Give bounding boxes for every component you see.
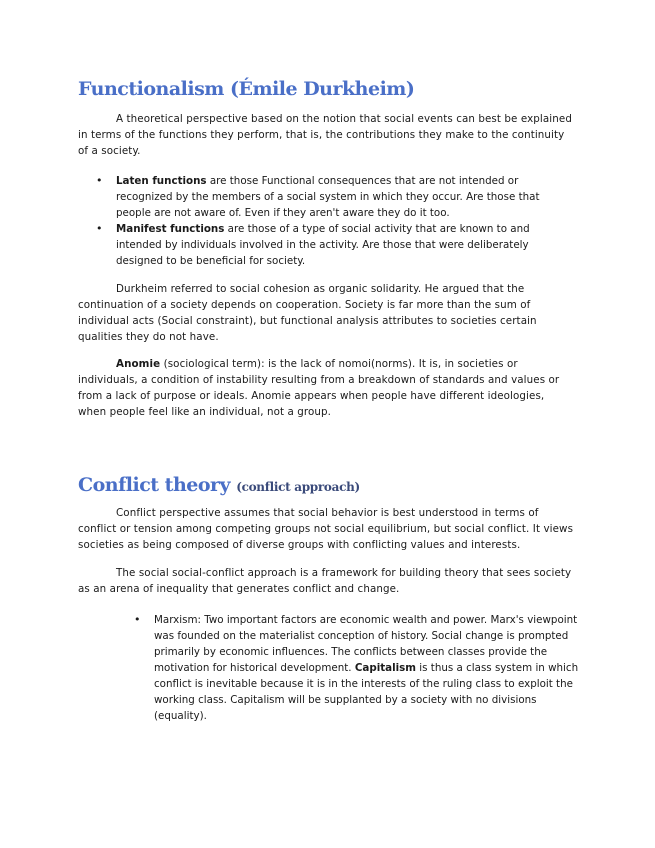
list-item-laten-functions: [116, 173, 560, 221]
functionalism-heading: Functionalism (Émile Durkheim): [78, 78, 415, 100]
marxism-list: [154, 612, 579, 724]
durkheim-paragraph: Durkheim referred to social cohesion as organic solidarity. He argued that the continuation of a society depends on cooperation. Society is far more than the sum of individual acts (Social constraint), but functional analysis attributes to societies certain qualities they do not have.: [78, 283, 537, 343]
marxism-text-2: is thus a class system in which conflict is inevitable because it is in the interests of the ruling class to exploit the working class. Capitalism will be supplanted by a society with no divisions (equality).: [154, 662, 579, 722]
functions-list: [116, 173, 560, 269]
laten-functions-text: are those Functional consequences that are not intended or recognized by the members of a social system in which they occur. Are those that people are not aware of. Even if they aren't aware they do it too.: [116, 175, 540, 219]
conflict-theory-heading: [78, 474, 360, 496]
conflict-approach-subtitle: (conflict approach): [236, 480, 360, 494]
conflict-perspective-paragraph: Conflict perspective assumes that social behavior is best understood in terms of conflict or tension among competing groups not social equilibrium, but social conflict. It views societies as being composed of diverse groups with conflicting values and interests.: [78, 507, 574, 551]
laten-functions-term: Laten functions: [116, 175, 207, 187]
anomie-term: Anomie: [116, 358, 161, 370]
anomie-paragraph: [78, 356, 574, 420]
capitalism-term: Capitalism: [354, 662, 417, 674]
list-item-marxism: [154, 612, 579, 724]
functionalism-intro: A theoretical perspective based on the notion that social events can best be explained in terms of the functions they perform, that is, the contributions they make to the continuity of a society.: [78, 113, 572, 157]
marxism-text-1: Marxism: Two important factors are economic wealth and power. Marx's viewpoint was founded on the materialist conception of history. Social change is prompted primarily by economic influences. The conflicts between classes provide the motivation for historical development.: [154, 614, 578, 674]
manifest-functions-term: Manifest functions: [116, 223, 225, 235]
list-item-manifest-functions: [116, 221, 560, 269]
social-conflict-paragraph: The social social-conflict approach is a framework for building theory that sees society as an arena of inequality that generates conflict and change.: [78, 567, 572, 595]
manifest-functions-text: are those of a type of social activity that are known to and intended by individuals involved in the activity. Are those that were deliberately designed to be beneficial for society.: [116, 223, 530, 267]
conflict-theory-title: Conflict theory: [78, 474, 231, 496]
anomie-text: (sociological term): is the lack of nomoi(norms). It is, in societies or individuals, a condition of instability resulting from a breakdown of standards and values or from a lack of purpose or ideals. Anomie appears when people have different ideologies, when people feel like an individual, not a group.: [78, 358, 560, 418]
